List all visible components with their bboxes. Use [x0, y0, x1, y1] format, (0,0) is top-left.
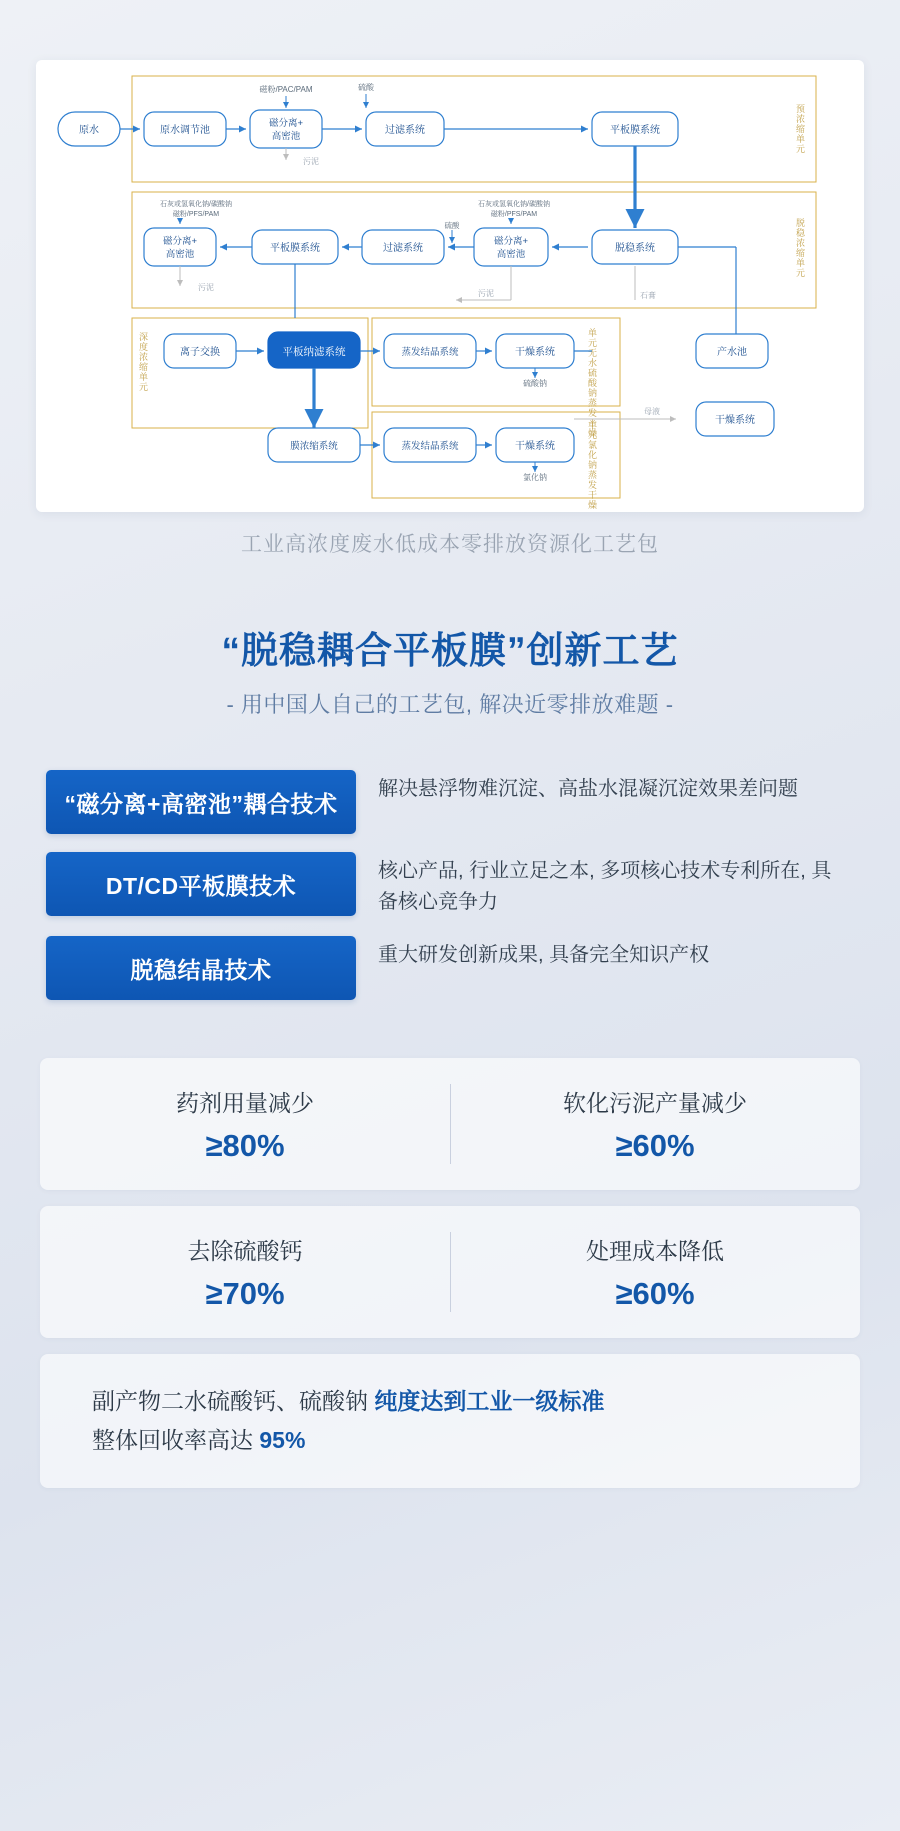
svg-text:蒸发结晶系统: 蒸发结晶系统	[401, 347, 459, 358]
process-diagram-card	[36, 60, 864, 512]
svg-text:平板膜系统: 平板膜系统	[610, 125, 660, 136]
svg-text:石灰或氢氧化钠/碳酸钠: 石灰或氢氧化钠/碳酸钠	[478, 201, 550, 208]
tech-badge-magnetic-separation: “磁分离+高密池”耦合技术	[46, 770, 356, 834]
svg-text:平板膜系统: 平板膜系统	[270, 243, 320, 254]
svg-text:干燥系统: 干燥系统	[715, 415, 755, 426]
byproduct-note-line-2	[92, 1421, 860, 1460]
svg-text:产水池: 产水池	[717, 347, 747, 358]
stat-calcium-sulfate-removal	[40, 1206, 450, 1338]
svg-text:高密池: 高密池	[165, 249, 195, 260]
svg-text:硫酸钠: 硫酸钠	[523, 379, 547, 388]
recovery-rate-text: 整体回收率高达	[92, 1427, 253, 1454]
recovery-rate-value: 95%	[259, 1427, 306, 1454]
svg-text:磁粉/PFS/PAM: 磁粉/PFS/PAM	[490, 211, 538, 218]
stat-softening-sludge	[450, 1058, 860, 1190]
stats-section	[40, 1058, 860, 1488]
svg-text:单元氯化钠蒸发干燥: 单元氯化钠蒸发干燥	[587, 420, 597, 510]
svg-text:干燥系统: 干燥系统	[515, 347, 555, 358]
stat-value: ≥70%	[205, 1275, 285, 1311]
svg-text:硫酸: 硫酸	[358, 83, 374, 92]
tech-item	[46, 936, 856, 1000]
byproduct-note-text: 副产物二水硫酸钙、硫酸钠	[92, 1388, 368, 1414]
tech-badge-flat-membrane: DT/CD平板膜技术	[46, 852, 356, 916]
page-subtitle: - 用中国人自己的工艺包, 解决近零排放难题 -	[226, 692, 674, 717]
svg-text:母液: 母液	[644, 407, 660, 416]
svg-text:脱稳系统: 脱稳系统	[615, 243, 655, 254]
stat-label: 处理成本降低	[586, 1237, 724, 1264]
byproduct-note-line-1	[92, 1382, 860, 1421]
svg-text:干燥系统: 干燥系统	[515, 441, 555, 452]
svg-text:过滤系统: 过滤系统	[383, 243, 423, 254]
diagram-caption: 工业高浓度废水低成本零排放资源化工艺包	[241, 533, 659, 556]
svg-text:硫酸: 硫酸	[444, 221, 460, 230]
svg-text:高密池: 高密池	[496, 249, 526, 260]
svg-text:污泥: 污泥	[198, 283, 214, 292]
svg-text:脱稳浓缩单元: 脱稳浓缩单元	[795, 218, 805, 278]
svg-text:污泥: 污泥	[303, 157, 319, 166]
stat-treatment-cost	[450, 1206, 860, 1338]
stat-value: ≥80%	[205, 1127, 285, 1163]
stat-card-row2	[40, 1206, 860, 1338]
tech-item	[46, 852, 856, 918]
svg-text:平板纳滤系统: 平板纳滤系统	[282, 346, 346, 358]
tech-desc-flat-membrane: 核心产品, 行业立足之本, 多项核心技术专利所在, 具备核心竞争力	[378, 860, 832, 913]
svg-text:磁分离+: 磁分离+	[493, 236, 529, 247]
svg-text:磁粉/PFS/PAM: 磁粉/PFS/PAM	[172, 211, 220, 218]
stat-reagent-usage	[40, 1058, 450, 1190]
svg-text:石膏: 石膏	[640, 291, 656, 300]
svg-text:过滤系统: 过滤系统	[385, 125, 425, 136]
page-title: “脱稳耦合平板膜”创新工艺	[221, 630, 679, 671]
tech-item	[46, 770, 856, 834]
svg-text:预浓缩单元: 预浓缩单元	[795, 104, 805, 154]
stat-card-row1	[40, 1058, 860, 1190]
svg-text:原水: 原水	[79, 125, 99, 136]
svg-text:磁分离+: 磁分离+	[268, 118, 304, 129]
svg-text:磁粉/PAC/PAM: 磁粉/PAC/PAM	[259, 85, 313, 94]
stat-label: 药剂用量减少	[176, 1089, 314, 1116]
stat-value: ≥60%	[615, 1275, 695, 1311]
svg-text:高密池: 高密池	[271, 131, 301, 142]
tech-badge-destabilization-crystallization: 脱稳结晶技术	[46, 936, 356, 1000]
byproduct-note-card	[40, 1354, 860, 1488]
tech-desc-destabilization-crystallization: 重大研发创新成果, 具备完全知识产权	[378, 944, 710, 966]
technology-list	[46, 770, 856, 1018]
svg-text:蒸发结晶系统: 蒸发结晶系统	[401, 441, 459, 452]
svg-text:深度浓缩单元: 深度浓缩单元	[138, 332, 148, 392]
tech-desc-magnetic-separation: 解决悬浮物难沉淀、高盐水混凝沉淀效果差问题	[378, 778, 798, 800]
process-flow-diagram	[36, 60, 864, 512]
svg-text:污泥: 污泥	[478, 289, 494, 298]
svg-text:氯化钠: 氯化钠	[523, 473, 547, 482]
svg-text:原水调节池: 原水调节池	[160, 125, 210, 136]
svg-text:单元无水硫酸钠蒸发干燥: 单元无水硫酸钠蒸发干燥	[587, 328, 597, 438]
svg-text:磁分离+: 磁分离+	[162, 236, 198, 247]
svg-text:膜浓缩系统: 膜浓缩系统	[290, 441, 338, 452]
byproduct-note-emphasis: 纯度达到工业一级标准	[374, 1388, 605, 1414]
stat-value: ≥60%	[615, 1127, 695, 1163]
stat-label: 软化污泥产量减少	[563, 1089, 747, 1116]
stat-label: 去除硫酸钙	[187, 1237, 303, 1264]
svg-text:离子交换: 离子交换	[180, 347, 220, 358]
svg-text:石灰或氢氧化钠/碳酸钠: 石灰或氢氧化钠/碳酸钠	[160, 201, 232, 208]
